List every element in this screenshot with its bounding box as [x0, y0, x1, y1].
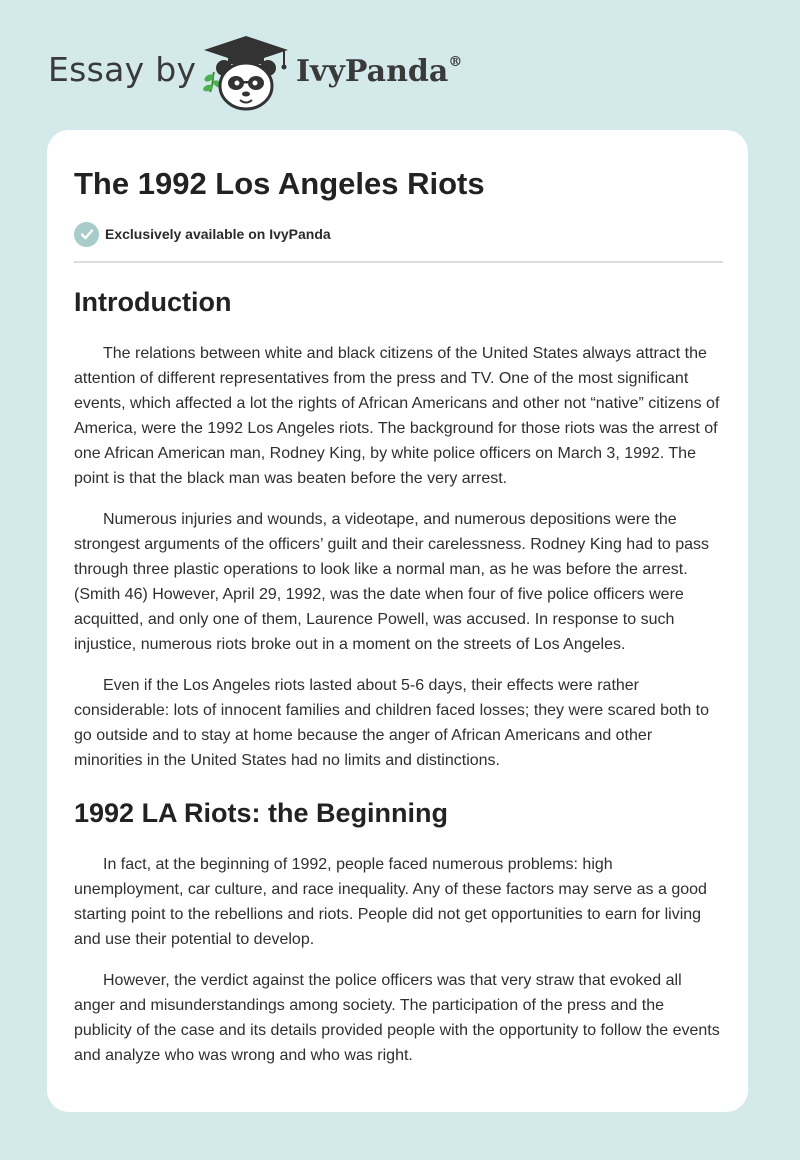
paragraph: In fact, at the beginning of 1992, people faced numerous problems: high unemployment, car culture, and race inequality. Any of these factors may serve as a good starting point to the rebellions and riots. People did not get opportunities to earn for living and use their potential to develop. — [74, 856, 707, 948]
site-header — [0, 0, 800, 130]
essay-by-label: Essay by — [48, 50, 197, 89]
page-title: The 1992 Los Angeles Riots — [74, 166, 485, 201]
brand-name[interactable] — [296, 54, 462, 89]
section-beginning — [74, 789, 723, 1068]
essay-card — [47, 130, 748, 1112]
section-heading: Introduction — [74, 287, 232, 317]
essay-content — [74, 278, 723, 1084]
paragraph: However, the verdict against the police officers was that very straw that evoked all anger and misunderstandings among society. The participation of the press and the publicity of the case and its details provided people with the opportunity to follow the events and analyze who was wrong and who was right. — [74, 972, 720, 1064]
registered-mark: ® — [448, 54, 463, 70]
paragraph: The relations between white and black citizens of the United States always attract the attention of different representatives from the press and TV. One of the most significant events, which affected a lot the rights of African Americans and other not “native” citizens of America, were the 1992 Los Angeles riots. The background for those riots was the arrest of one African American man, Rodney King, by white police officers on March 3, 1992. The point is that the black man was beaten before the very arrest. — [74, 345, 720, 487]
exclusive-badge-label: Exclusively available on IvyPanda — [105, 226, 331, 242]
section-heading: 1992 LA Riots: the Beginning — [74, 798, 449, 828]
section-introduction — [74, 278, 723, 773]
paragraph: Even if the Los Angeles riots lasted about 5-6 days, their effects were rather considerable: lots of innocent families and children faced losses; they were scared both to go outside and to stay at home because the anger of African Americans and other minorities in the United States had no limits and distinctions. — [74, 677, 710, 769]
check-icon — [74, 222, 99, 247]
divider — [74, 261, 723, 263]
paragraph: Numerous injuries and wounds, a videotape, and numerous depositions were the strongest arguments of the officers’ guilt and their carelessness. Rodney King had to pass through three plastic operations to look like a normal man, as he was before the arrest. (Smith 46) However, April 29, 1992, was the date when four of five police officers were acquitted, and only one of them, Laurence Powell, was accused. In response to such injustice, numerous riots broke out in a moment on the streets of Los Angeles. — [74, 511, 710, 653]
panda-logo-icon[interactable] — [200, 34, 292, 112]
brand-text: IvyPanda — [296, 54, 449, 89]
exclusive-badge — [74, 221, 331, 247]
